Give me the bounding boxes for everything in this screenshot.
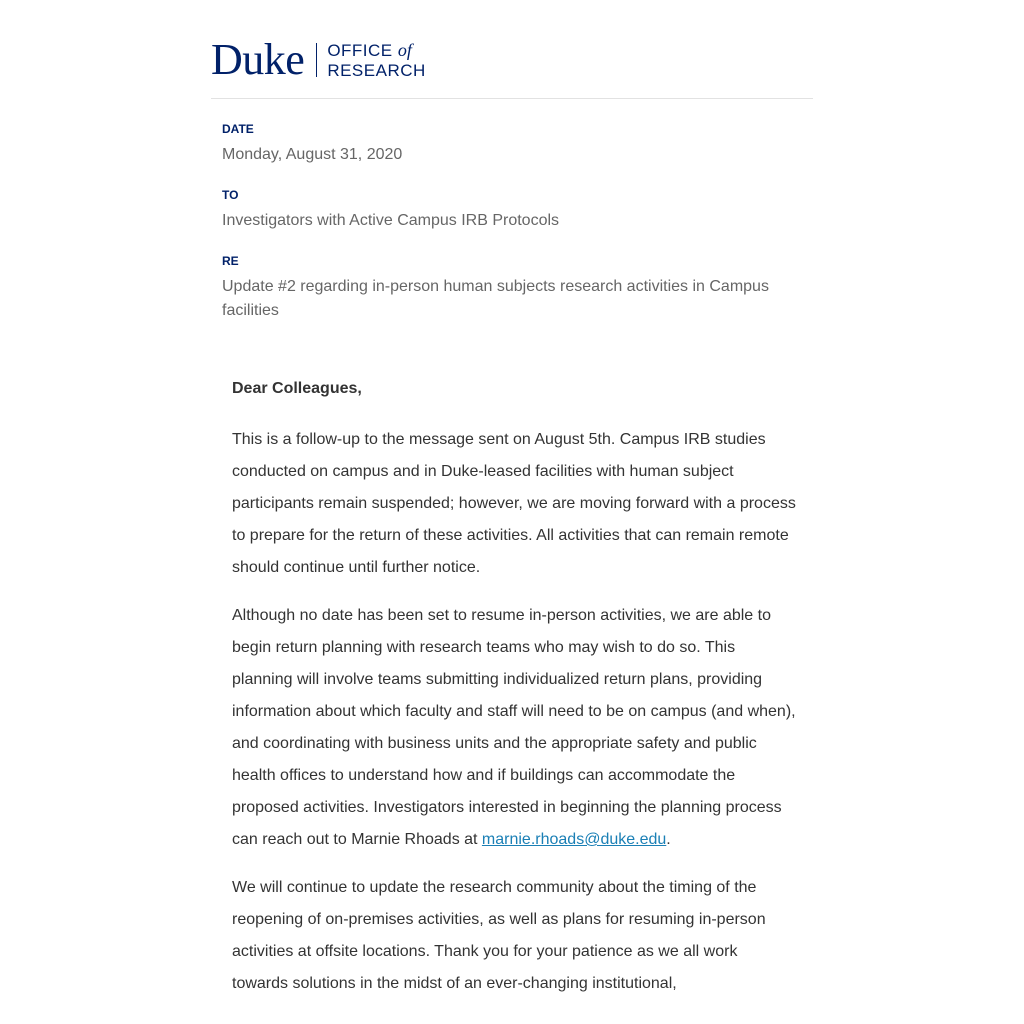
header: [211, 36, 813, 99]
memo-to: [222, 187, 782, 233]
paragraph-3: We will continue to update the research community about the timing of the reopening of on-premises activities, as well as plans for resuming in-person activities at offsite locations. Thank you for your patience as we all work towards solutions in the midst of an ever-changing institutional,: [232, 879, 766, 992]
logo-research-text: RESEARCH: [327, 60, 426, 80]
email-link[interactable]: marnie.rhoads@duke.edu: [481, 831, 667, 848]
paragraph-2-text: Although no date has been set to resume in-person activities, we are able to begin return planning with research teams who may wish to do so. This planning will involve teams submitting individualized return plans, providing information about which faculty and staff will need to be on campus (and when), and coordinating with business units and the appropriate safety and public health offices to understand how and if buildings can accommodate the proposed activities. Investigators interested in beginning the planning process can reach out to Marnie Rhoads at: [232, 607, 796, 848]
memo-date: [222, 121, 782, 167]
paragraph-1: This is a follow-up to the message sent on August 5th. Campus IRB studies conducted on campus and in Duke-leased facilities with human subject participants remain suspended; however, we are moving forward with a process to prepare for the return of these activities. All activities that can remain remote should continue until further notice.: [232, 431, 796, 576]
paragraph-2-end: .: [666, 831, 671, 848]
date-value: Monday, August 31, 2020: [222, 146, 403, 163]
re-value: Update #2 regarding in-person human subjects research activities in Campus facilities: [222, 278, 769, 319]
to-label: TO: [222, 188, 239, 202]
duke-office-of-research-logo[interactable]: [211, 35, 426, 84]
date-label: DATE: [222, 122, 254, 136]
logo-office-text: OFFICE: [327, 40, 393, 60]
letter-body: [232, 376, 797, 1016]
to-value: Investigators with Active Campus IRB Protocols: [222, 212, 560, 229]
memo-re: [222, 253, 782, 323]
paragraph-2: [232, 600, 797, 856]
logo-of-text: of: [397, 39, 412, 60]
greeting: Dear Colleagues,: [232, 380, 362, 397]
logo-divider: [316, 43, 317, 77]
logo-duke-wordmark: Duke: [211, 35, 305, 84]
logo-office-of-research: [327, 40, 425, 81]
re-label: RE: [222, 254, 239, 268]
